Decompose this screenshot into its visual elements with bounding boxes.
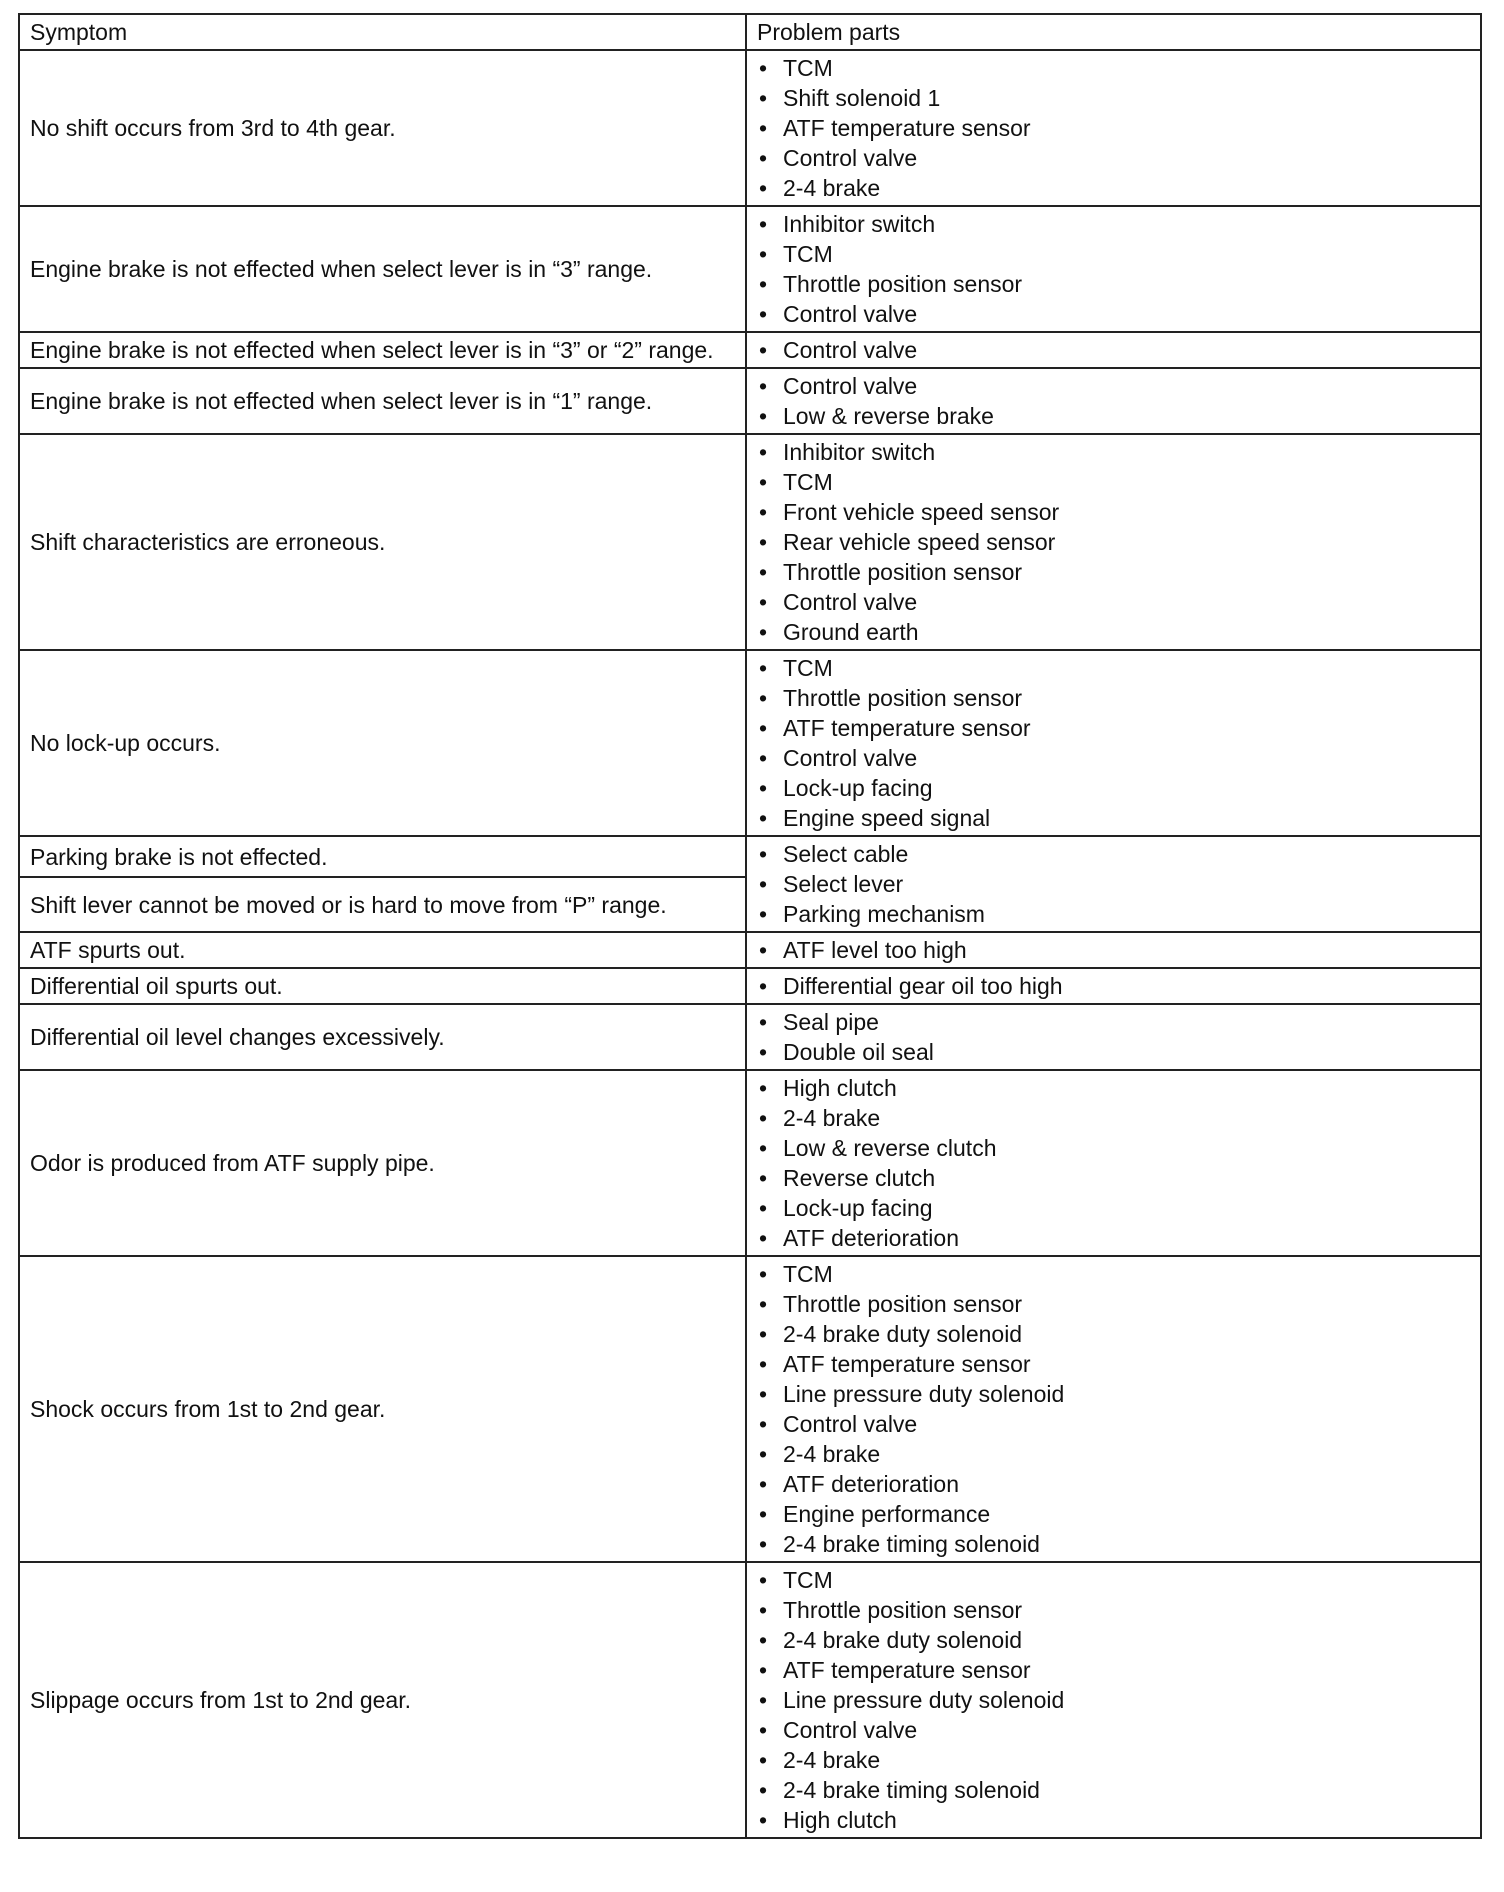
parts-list — [757, 1073, 1470, 1253]
table-row — [19, 836, 1481, 877]
symptom-table — [18, 13, 1482, 1839]
part-item: • TCM — [757, 653, 1470, 683]
part-item: • Throttle position sensor — [757, 1595, 1470, 1625]
parts-list — [757, 653, 1470, 833]
parts-list — [757, 839, 1470, 929]
part-item: • High clutch — [757, 1073, 1470, 1103]
part-item: • ATF temperature sensor — [757, 1349, 1470, 1379]
table-row — [19, 368, 1481, 434]
part-item: • Line pressure duty solenoid — [757, 1379, 1470, 1409]
part-item: • Ground earth — [757, 617, 1470, 647]
table-row — [19, 434, 1481, 650]
part-item: • TCM — [757, 1259, 1470, 1289]
problem-parts-cell — [746, 1256, 1481, 1562]
symptom-cell: Engine brake is not effected when select lever is in “3” or “2” range. — [19, 332, 746, 368]
problem-parts-cell — [746, 332, 1481, 368]
part-item: • Throttle position sensor — [757, 1289, 1470, 1319]
parts-list — [757, 1565, 1470, 1835]
symptom-cell: Shift lever cannot be moved or is hard to move from “P” range. — [19, 877, 746, 932]
part-item: • Throttle position sensor — [757, 557, 1470, 587]
problem-parts-cell — [746, 968, 1481, 1004]
part-item: • Inhibitor switch — [757, 209, 1470, 239]
part-item: • Control valve — [757, 143, 1470, 173]
part-item: • Control valve — [757, 1409, 1470, 1439]
part-item: • 2-4 brake — [757, 1745, 1470, 1775]
part-item: • ATF temperature sensor — [757, 1655, 1470, 1685]
part-item: • ATF deterioration — [757, 1469, 1470, 1499]
symptom-cell: No lock-up occurs. — [19, 650, 746, 836]
part-item: • TCM — [757, 239, 1470, 269]
table-row — [19, 1004, 1481, 1070]
part-item: • ATF deterioration — [757, 1223, 1470, 1253]
problem-parts-cell — [746, 932, 1481, 968]
symptom-cell: Differential oil spurts out. — [19, 968, 746, 1004]
part-item: • 2-4 brake — [757, 1439, 1470, 1469]
problem-parts-cell — [746, 434, 1481, 650]
parts-list — [757, 335, 1470, 365]
part-item: • Select cable — [757, 839, 1470, 869]
symptom-column-header: Symptom — [19, 14, 746, 50]
part-item: • 2-4 brake — [757, 173, 1470, 203]
symptom-cell: Differential oil level changes excessively. — [19, 1004, 746, 1070]
part-item: • Engine performance — [757, 1499, 1470, 1529]
table-row — [19, 50, 1481, 206]
part-item: • Front vehicle speed sensor — [757, 497, 1470, 527]
symptom-cell: Shift characteristics are erroneous. — [19, 434, 746, 650]
part-item: • 2-4 brake — [757, 1103, 1470, 1133]
symptom-cell: ATF spurts out. — [19, 932, 746, 968]
table-row — [19, 206, 1481, 332]
part-item: • High clutch — [757, 1805, 1470, 1835]
table-row — [19, 968, 1481, 1004]
part-item: • 2-4 brake duty solenoid — [757, 1625, 1470, 1655]
part-item: • 2-4 brake timing solenoid — [757, 1775, 1470, 1805]
problem-parts-cell — [746, 206, 1481, 332]
part-item: • Lock-up facing — [757, 773, 1470, 803]
parts-list — [757, 1007, 1470, 1067]
part-item: • 2-4 brake timing solenoid — [757, 1529, 1470, 1559]
parts-list — [757, 1259, 1470, 1559]
part-item: • ATF temperature sensor — [757, 113, 1470, 143]
problem-parts-cell — [746, 1562, 1481, 1838]
troubleshooting-document — [18, 13, 1480, 1839]
part-item: • TCM — [757, 1565, 1470, 1595]
part-item: • Engine speed signal — [757, 803, 1470, 833]
part-item: • Inhibitor switch — [757, 437, 1470, 467]
part-item: • ATF temperature sensor — [757, 713, 1470, 743]
part-item: • Line pressure duty solenoid — [757, 1685, 1470, 1715]
problem-parts-cell — [746, 368, 1481, 434]
part-item: • Throttle position sensor — [757, 683, 1470, 713]
part-item: • Control valve — [757, 1715, 1470, 1745]
symptom-cell: Odor is produced from ATF supply pipe. — [19, 1070, 746, 1256]
part-item: • ATF level too high — [757, 935, 1470, 965]
table-body — [19, 50, 1481, 1838]
problem-parts-column-header: Problem parts — [746, 14, 1481, 50]
part-item: • Lock-up facing — [757, 1193, 1470, 1223]
parts-list — [757, 53, 1470, 203]
problem-parts-cell — [746, 1070, 1481, 1256]
part-item: • Low & reverse brake — [757, 401, 1470, 431]
symptom-cell: Slippage occurs from 1st to 2nd gear. — [19, 1562, 746, 1838]
table-row — [19, 332, 1481, 368]
part-item: • Rear vehicle speed sensor — [757, 527, 1470, 557]
problem-parts-cell — [746, 50, 1481, 206]
problem-parts-cell — [746, 650, 1481, 836]
part-item: • Parking mechanism — [757, 899, 1470, 929]
part-item: • TCM — [757, 467, 1470, 497]
symptom-cell: Parking brake is not effected. — [19, 836, 746, 877]
part-item: • Reverse clutch — [757, 1163, 1470, 1193]
symptom-cell: No shift occurs from 3rd to 4th gear. — [19, 50, 746, 206]
table-header-row — [19, 14, 1481, 50]
problem-parts-cell — [746, 1004, 1481, 1070]
problem-parts-cell — [746, 836, 1481, 932]
part-item: • Select lever — [757, 869, 1470, 899]
part-item: • Control valve — [757, 299, 1470, 329]
part-item: • Low & reverse clutch — [757, 1133, 1470, 1163]
part-item: • Seal pipe — [757, 1007, 1470, 1037]
part-item: • Double oil seal — [757, 1037, 1470, 1067]
part-item: • Throttle position sensor — [757, 269, 1470, 299]
part-item: • Control valve — [757, 587, 1470, 617]
part-item: • Control valve — [757, 371, 1470, 401]
table-row — [19, 1070, 1481, 1256]
part-item: • Differential gear oil too high — [757, 971, 1470, 1001]
table-row — [19, 1562, 1481, 1838]
table-row — [19, 1256, 1481, 1562]
symptom-cell: Engine brake is not effected when select lever is in “3” range. — [19, 206, 746, 332]
part-item: • Shift solenoid 1 — [757, 83, 1470, 113]
parts-list — [757, 209, 1470, 329]
table-row — [19, 650, 1481, 836]
parts-list — [757, 437, 1470, 647]
symptom-cell: Engine brake is not effected when select lever is in “1” range. — [19, 368, 746, 434]
table-row — [19, 932, 1481, 968]
part-item: • 2-4 brake duty solenoid — [757, 1319, 1470, 1349]
parts-list — [757, 935, 1470, 965]
parts-list — [757, 371, 1470, 431]
part-item: • Control valve — [757, 335, 1470, 365]
part-item: • Control valve — [757, 743, 1470, 773]
part-item: • TCM — [757, 53, 1470, 83]
parts-list — [757, 971, 1470, 1001]
symptom-cell: Shock occurs from 1st to 2nd gear. — [19, 1256, 746, 1562]
